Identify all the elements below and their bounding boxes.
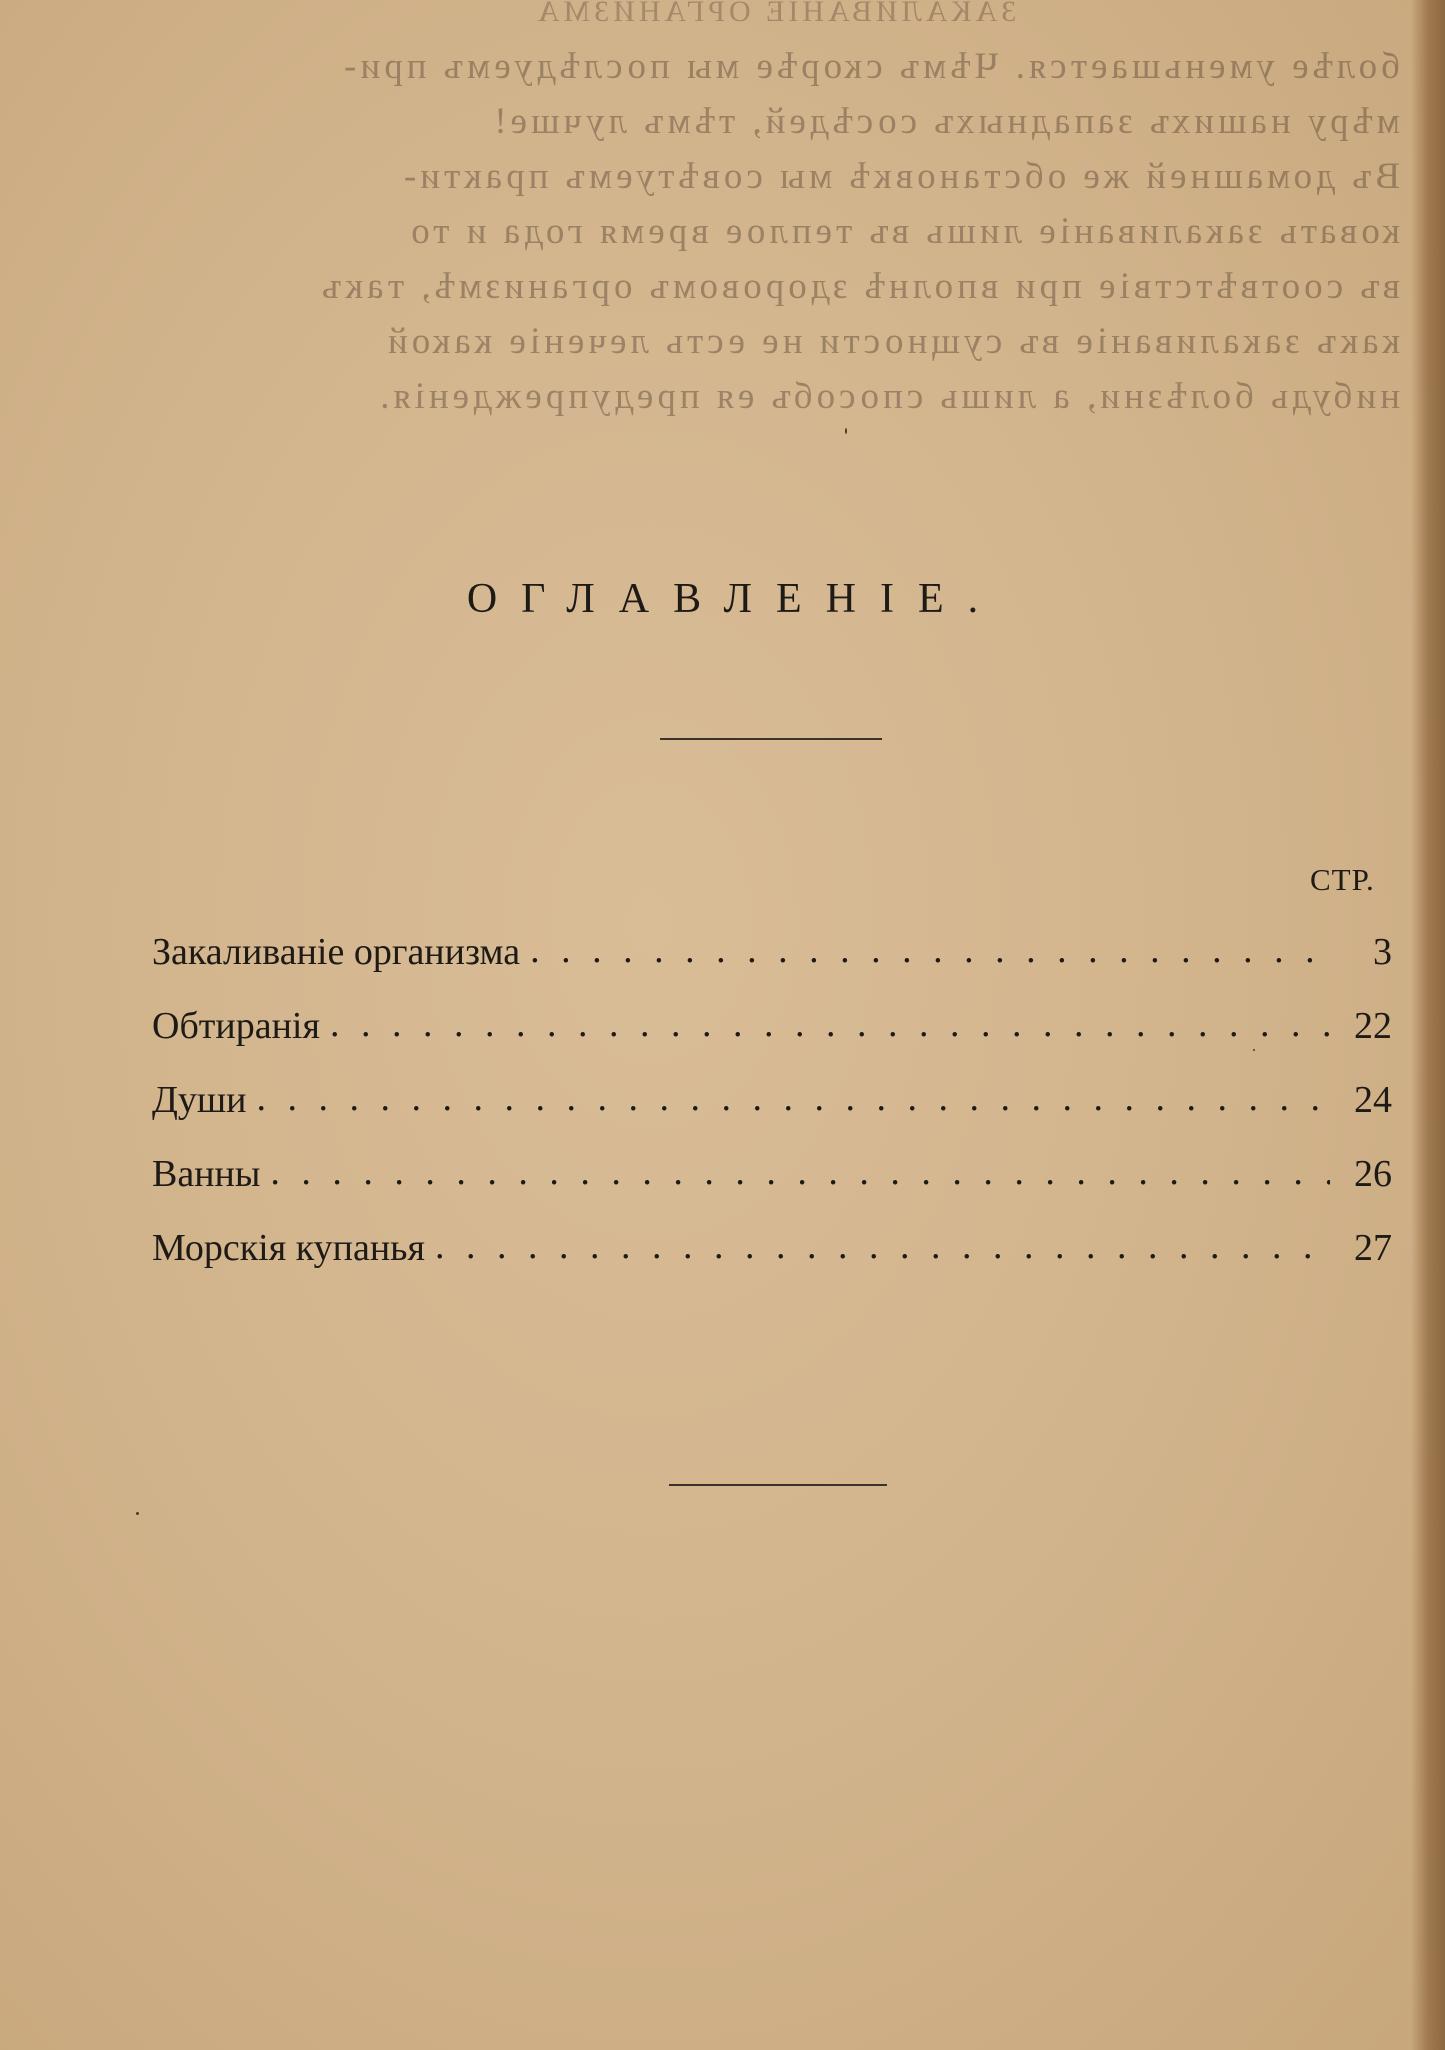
toc-entry [152, 974, 1392, 1048]
toc-entry-page: 27 [1354, 1227, 1392, 1269]
bleed-through-text [150, 0, 1400, 470]
toc-entry-title: Обтиранія [152, 1005, 320, 1047]
dot-leader [530, 928, 1330, 974]
toc-entry-page: 26 [1354, 1153, 1392, 1195]
toc-entry-title: Ванны [152, 1153, 261, 1195]
toc-entry-title: Души [152, 1079, 247, 1121]
bleed-through-line: нибудь болѣзни, а лишь способъ ея предупрежденія. [376, 376, 1400, 417]
dot-leader [270, 1150, 1330, 1196]
page-edge-shadow [1411, 0, 1445, 2050]
toc-entry-page: 3 [1373, 931, 1392, 973]
toc-entry [152, 1048, 1392, 1122]
page-column-label: СТР. [1310, 862, 1375, 897]
divider-top [660, 738, 882, 740]
toc-entry [152, 1122, 1392, 1196]
dot-leader [330, 1002, 1330, 1048]
bleed-through-line: Въ домашней же обстановкѣ мы совѣтуемъ практи- [399, 156, 1400, 197]
bleed-through-line: болѣе уменьшается. Чѣмъ скорѣе мы послѣдуемъ при- [340, 46, 1400, 87]
dot-leader [257, 1076, 1330, 1122]
toc-entry [152, 900, 1392, 974]
divider-bottom [669, 1484, 887, 1486]
bleed-through-line: мѣру нашихъ западныхъ сосѣдей, тѣмъ лучше! [490, 101, 1400, 142]
bleed-through-line: ковать закаливаніе лишь въ теплое время года и то [407, 211, 1400, 252]
bleed-through-line: въ соотвѣтствіе при вполнѣ здоровомъ организмѣ, такъ [318, 266, 1400, 307]
toc-entry-page: 24 [1354, 1079, 1392, 1121]
bleed-through-line: какъ закаливаніе въ сущности не есть леченіе какой [383, 321, 1400, 362]
paper-speck [136, 1512, 139, 1515]
toc-entry [152, 1196, 1392, 1270]
toc-entry-title: Морскія купанья [152, 1227, 425, 1269]
dot-leader [435, 1224, 1330, 1270]
toc-entry-page: 22 [1354, 1005, 1392, 1047]
paper-speck [845, 428, 847, 434]
toc-title: ОГЛАВЛЕНІЕ. [466, 576, 1003, 622]
table-of-contents [152, 900, 1392, 1270]
bleed-through-header: ЗАКАЛИВАНІЕ ОРГАНИЗМА [533, 0, 1017, 28]
toc-entry-title: Закаливаніе организма [152, 931, 521, 973]
paper-speck [1253, 1049, 1255, 1051]
